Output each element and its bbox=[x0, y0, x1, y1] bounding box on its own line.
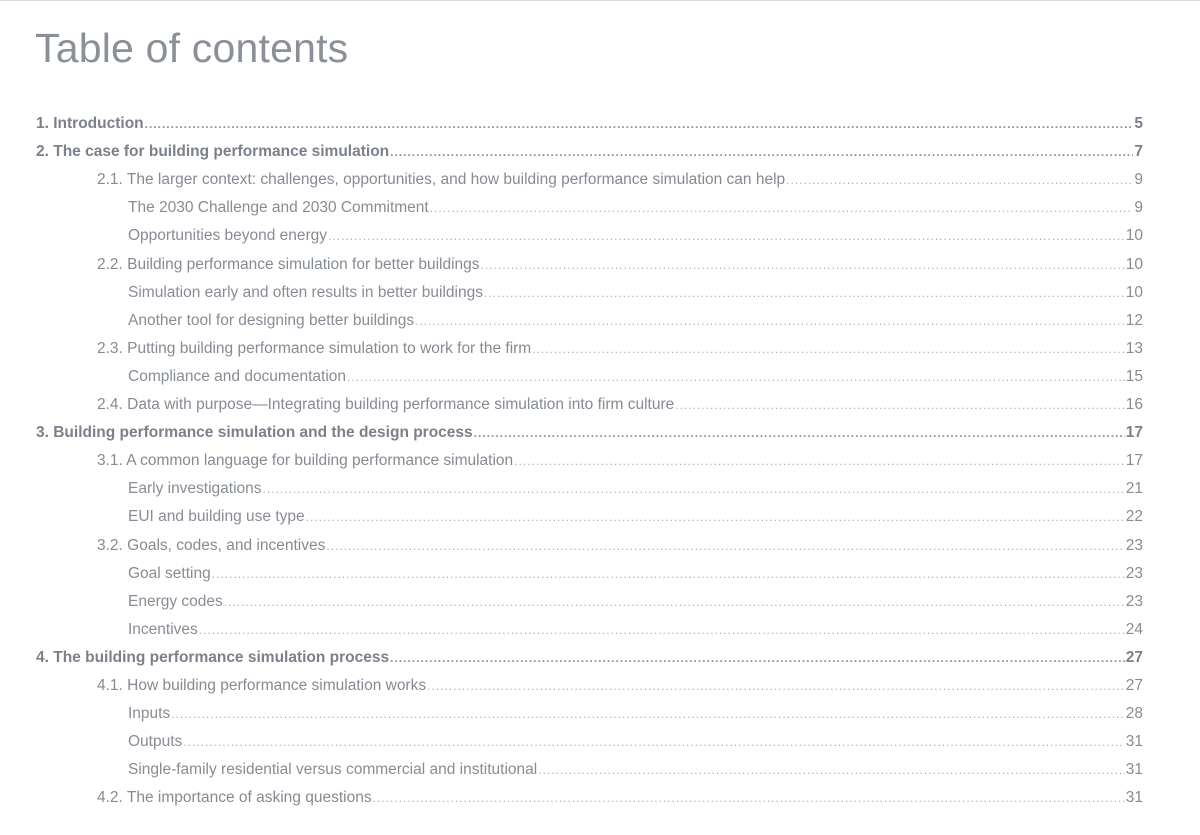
toc-entry[interactable] bbox=[97, 335, 1143, 363]
toc-entry[interactable] bbox=[128, 503, 1143, 531]
toc-entry[interactable] bbox=[128, 756, 1143, 784]
dot-leader bbox=[224, 588, 1125, 616]
toc-entry-label: Compliance and documentation bbox=[128, 367, 346, 385]
toc-entry-label: Simulation early and often results in better buildings bbox=[128, 283, 483, 301]
toc-entry-label: 2.2. Building performance simulation for better buildings bbox=[97, 255, 480, 273]
dot-leader bbox=[474, 419, 1125, 447]
toc-entry-label: 2.3. Putting building performance simulation to work for the firm bbox=[97, 339, 532, 357]
dot-leader bbox=[199, 616, 1125, 644]
toc-entry-page-number: 10 bbox=[1125, 255, 1143, 273]
toc-entry-label: The 2030 Challenge and 2030 Commitment bbox=[128, 199, 429, 217]
toc-entry-page-number: 10 bbox=[1125, 283, 1143, 301]
dot-leader bbox=[347, 363, 1125, 391]
dot-leader bbox=[484, 279, 1125, 307]
toc-entry[interactable] bbox=[97, 251, 1143, 279]
toc-entry[interactable] bbox=[36, 138, 1143, 166]
toc-entry-label: Energy codes bbox=[128, 592, 223, 610]
toc-entry-page-number: 31 bbox=[1125, 761, 1143, 779]
toc-entry[interactable] bbox=[128, 560, 1143, 588]
toc-entry-page-number: 22 bbox=[1125, 508, 1143, 526]
toc-entry-label: Outputs bbox=[128, 733, 183, 751]
dot-leader bbox=[514, 447, 1125, 475]
toc-entry-page-number: 12 bbox=[1125, 311, 1143, 329]
top-divider bbox=[0, 0, 1200, 1]
dot-leader bbox=[427, 672, 1125, 700]
toc-entry-page-number: 10 bbox=[1125, 227, 1143, 245]
toc-entry[interactable] bbox=[128, 728, 1143, 756]
toc-entry[interactable] bbox=[97, 391, 1143, 419]
dot-leader bbox=[481, 251, 1125, 279]
toc-entry[interactable] bbox=[97, 447, 1143, 475]
dot-leader bbox=[212, 560, 1125, 588]
toc-entry-label: Single-family residential versus commercial and institutional bbox=[128, 761, 538, 779]
toc-entry-page-number: 23 bbox=[1125, 564, 1143, 582]
toc-entry-page-number: 16 bbox=[1125, 396, 1143, 413]
toc-entry-page-number: 24 bbox=[1125, 620, 1143, 638]
toc-entry-page-number: 17 bbox=[1125, 452, 1143, 470]
toc-entry[interactable] bbox=[128, 307, 1143, 335]
toc-entry[interactable] bbox=[128, 475, 1143, 503]
toc-entry-page-number: 27 bbox=[1125, 677, 1143, 694]
toc-entry-label: Opportunities beyond energy bbox=[128, 227, 328, 245]
toc-entry-label: 3. Building performance simulation and the design process bbox=[36, 424, 473, 442]
toc-entry-label: Inputs bbox=[128, 705, 171, 723]
toc-entry[interactable] bbox=[128, 700, 1143, 728]
toc-entry-page-number: 13 bbox=[1125, 339, 1143, 357]
toc-entry-page-number: 9 bbox=[1134, 199, 1143, 217]
toc-entry-page-number: 28 bbox=[1125, 705, 1143, 723]
toc-entry[interactable] bbox=[128, 588, 1143, 616]
toc-entry-page-number: 31 bbox=[1125, 733, 1143, 751]
dot-leader bbox=[415, 307, 1125, 335]
toc-entry-label: 3.1. A common language for building performance simulation bbox=[97, 452, 514, 470]
dot-leader bbox=[675, 391, 1125, 419]
toc-entry-page-number: 9 bbox=[1134, 171, 1143, 189]
toc-entry[interactable] bbox=[36, 644, 1143, 672]
toc-entry-label: 2. The case for building performance simulation bbox=[36, 143, 390, 161]
dot-leader bbox=[145, 110, 1134, 138]
toc-entry-label: 2.4. Data with purpose—Integrating building performance simulation into firm culture bbox=[97, 396, 675, 413]
toc-entry-page-number: 21 bbox=[1125, 480, 1143, 498]
toc-entry-page-number: 27 bbox=[1125, 648, 1143, 666]
toc-entry-page-number: 31 bbox=[1125, 789, 1143, 807]
toc-entry-page-number: 7 bbox=[1134, 143, 1143, 161]
toc-entry-label: 2.1. The larger context: challenges, opportunities, and how building performance simulation can help bbox=[97, 171, 786, 189]
toc-entry[interactable] bbox=[128, 363, 1143, 391]
toc-entry[interactable] bbox=[128, 616, 1143, 644]
toc-entry[interactable] bbox=[36, 419, 1143, 447]
toc-entry-label: 4. The building performance simulation process bbox=[36, 648, 390, 666]
toc-entry[interactable] bbox=[97, 784, 1143, 812]
toc-entry-page-number: 23 bbox=[1125, 536, 1143, 554]
toc-entry-page-number: 15 bbox=[1125, 367, 1143, 385]
toc-entry-label: 3.2. Goals, codes, and incentives bbox=[97, 536, 326, 554]
toc-entry[interactable] bbox=[36, 110, 1143, 138]
toc-entry[interactable] bbox=[97, 166, 1143, 194]
toc-entry-label: EUI and building use type bbox=[128, 508, 305, 526]
dot-leader bbox=[263, 475, 1125, 503]
toc-entry-label: Goal setting bbox=[128, 564, 211, 582]
dot-leader bbox=[373, 784, 1125, 812]
toc-entry-label: 4.2. The importance of asking questions bbox=[97, 789, 372, 807]
toc-entry-page-number: 23 bbox=[1125, 592, 1143, 610]
toc-entry[interactable] bbox=[97, 532, 1143, 560]
toc-entry-label: Incentives bbox=[128, 620, 198, 638]
page-title: Table of contents bbox=[35, 25, 349, 71]
dot-leader bbox=[538, 756, 1125, 784]
toc-entry-page-number: 5 bbox=[1134, 115, 1143, 132]
toc-entry[interactable] bbox=[97, 672, 1143, 700]
dot-leader bbox=[306, 503, 1125, 531]
toc-entry-page-number: 17 bbox=[1125, 424, 1143, 442]
dot-leader bbox=[430, 194, 1134, 222]
toc-entry[interactable] bbox=[128, 222, 1143, 250]
toc-entry[interactable] bbox=[128, 194, 1143, 222]
dot-leader bbox=[390, 138, 1133, 166]
toc-entry-label: Another tool for designing better buildings bbox=[128, 311, 415, 329]
toc-entry-label: 4.1. How building performance simulation works bbox=[97, 677, 427, 694]
dot-leader bbox=[328, 222, 1125, 250]
toc-entry-label: Early investigations bbox=[128, 480, 262, 498]
dot-leader bbox=[786, 166, 1133, 194]
dot-leader bbox=[326, 532, 1124, 560]
dot-leader bbox=[171, 700, 1125, 728]
toc-entry-label: 1. Introduction bbox=[36, 115, 144, 132]
toc-entry[interactable] bbox=[128, 279, 1143, 307]
dot-leader bbox=[183, 728, 1124, 756]
dot-leader bbox=[390, 644, 1125, 672]
dot-leader bbox=[532, 335, 1125, 363]
